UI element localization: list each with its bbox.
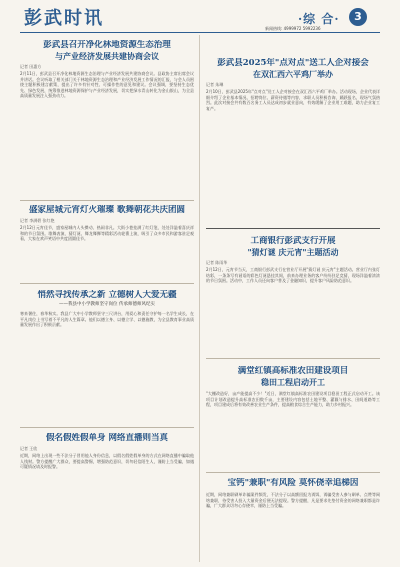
article-headline: 满堂红镇高标准农田建设项目: [237, 366, 349, 376]
masthead: [0, 0, 400, 34]
article-body: 2月11日，彭武县召开净化林地资源生态治理与产业经济发展共建协商会议。县政协主席出席会议并讲话。会议听取了相关部门关于林地资源生态治理和产业经济发展工作情况的汇报，与会人员围绕主题积极建言献策，提出了许多有针对性、可操作性的意见和建议。会议强调，要坚持生态优先、绿色发展，统筹推进林地资源保护与产业经济发展，切实把绿水青山转化为金山银山，为全县高质量发展注入强劲动力。: [20, 71, 194, 99]
article-byline: 记者 王欣: [20, 446, 38, 451]
divider: [20, 283, 194, 284]
divider: [206, 358, 380, 359]
divider: [20, 200, 194, 201]
article-headline: 彭武县召开净化林地资源生态治理: [43, 40, 171, 50]
article-byline: 记者 李满碧 张红艳: [20, 218, 55, 223]
article-job-matching[interactable]: [206, 58, 380, 218]
section-name: ·综 合·: [298, 12, 340, 26]
article-headline: 假名假姓假单身 网络直播则当真: [46, 433, 168, 443]
article-headline: 工商银行彭武支行开展: [250, 236, 336, 246]
article-fake-identity[interactable]: [20, 433, 194, 561]
masthead-rule: [20, 32, 380, 33]
article-forest-ecology[interactable]: [20, 40, 194, 190]
article-farmland-project[interactable]: [206, 366, 380, 466]
divider: [206, 472, 380, 473]
article-byline: 记者 朱琳: [206, 82, 224, 87]
article-subheadline: 在双汇西六平鸡厂举办: [253, 69, 333, 79]
article-bank-lantern-riddles[interactable]: [206, 236, 380, 346]
article-body: 2月10日，彭武县2025年"点对点"送工人企对接会在双汇西六平鸡厂举办。活动现场，企业代表详细介绍了企业基本情况、招聘岗位、薪资待遇等内容，求职人员积极咨询、踊跃报名，现场气氛热烈。此次对接会共有数百名务工人员达成初步就业意向，有效缓解了企业用工难题，助力企业复工复产。: [206, 89, 380, 111]
article-headline: 宝钙"兼职"有风险 莫怀侥幸追梯因: [227, 478, 359, 488]
article-headline: 彭武县2025年"点对点"送工人企对接会: [217, 58, 369, 68]
article-subhead: ——我县中小学教师坚守岗位 传承师德师风纪实: [59, 302, 155, 307]
article-body: "大棚改造好，亩产能提高不少！"近日，满堂红镇高标准农田建设项目稳田工程正式启动开工。该项目计划改造提升高标准农田数千亩，主要建设内容包括土地平整、灌溉与排水、田间道路等工程，项目建成后将有效改善农业生产条件，提高粮食综合生产能力，助力乡村振兴。: [206, 391, 380, 408]
article-body: 近期，网络兼职刷单诈骗案件频发，不法分子以高额回报为诱饵，诱骗受害人参与刷单、点赞等网络兼职，待受害人投入大量资金后便无法提现。警方提醒，凡是要求先垫付资金的网络兼职都是诈骗，广大群众切勿心存侥幸，谨防上当受骗。: [206, 492, 380, 509]
article-subheadline: 与产业经济发展共建协商会议: [55, 51, 159, 61]
article-lantern-festival[interactable]: [20, 205, 194, 275]
page-number-badge: 3: [349, 8, 367, 26]
paper-name: 彭武时讯: [24, 8, 104, 29]
article-parttime-fraud[interactable]: [206, 478, 380, 561]
article-teachers[interactable]: [20, 290, 194, 420]
article-body: 寒来暑往，春华秋实。我县广大中小学教师坚守三尺讲台，用爱心和责任守护每一名学生成长，在平凡岗位上书写着不平凡的人生篇章。他们以德立身、以德立学、以德施教，为全县教育事业高质量发展作出了积极贡献。: [20, 311, 194, 328]
article-body: 2月12日元宵佳节，盛家屋城内人头攒动、热闹非凡。大街小巷挂满了红灯笼，处处洋溢着喜庆祥和的节日氛围。歌舞表演、猜灯谜、舞龙舞狮等精彩活动轮番上演，吸引了众多市民和游客驻足观看，大家在欢声笑语中共度团圆佳节。: [20, 225, 194, 242]
divider: [206, 228, 380, 229]
column-divider: [199, 35, 200, 562]
article-body: 近期，网络上出现一些不法分子冒用他人身份信息，以假名假姓假单身的方式在网络直播中骗取他人钱财。警方提醒广大群众，要提高警惕，增强防范意识，切勿轻信陌生人，谨防上当受骗，如遇可疑情况请及时报警。: [20, 453, 194, 470]
issue-line: 新闻热线: 4999972 5992236: [265, 26, 321, 31]
divider: [20, 427, 194, 428]
article-byline: 记者 田惠方: [20, 64, 42, 69]
article-subheadline: "猜灯谜 庆元宵"主题活动: [247, 247, 339, 257]
article-headline: 盛家屋城元宵灯火璀璨 歌舞朝花共庆团圆: [29, 205, 185, 215]
article-subheadline: 稳田工程启动开工: [261, 377, 325, 387]
article-body: 2月12日，元宵节当天，工商银行彭武支行在营业厅开展"猜灯谜 庆元宵"主题活动。营业厅内张灯结彩，一条条写有谜语的彩色灯谜悬挂其间，前来办理业务的客户纷纷驻足竞猜，现场洋溢着浓浓的节日氛围。活动中，工作人员还向客户普及了金融知识，提升客户风险防范意识。: [206, 267, 380, 284]
article-byline: 记者 陈雨华: [206, 260, 228, 265]
article-headline: 悄然寻找传承之新 立德树人大爱无疆: [37, 290, 177, 300]
